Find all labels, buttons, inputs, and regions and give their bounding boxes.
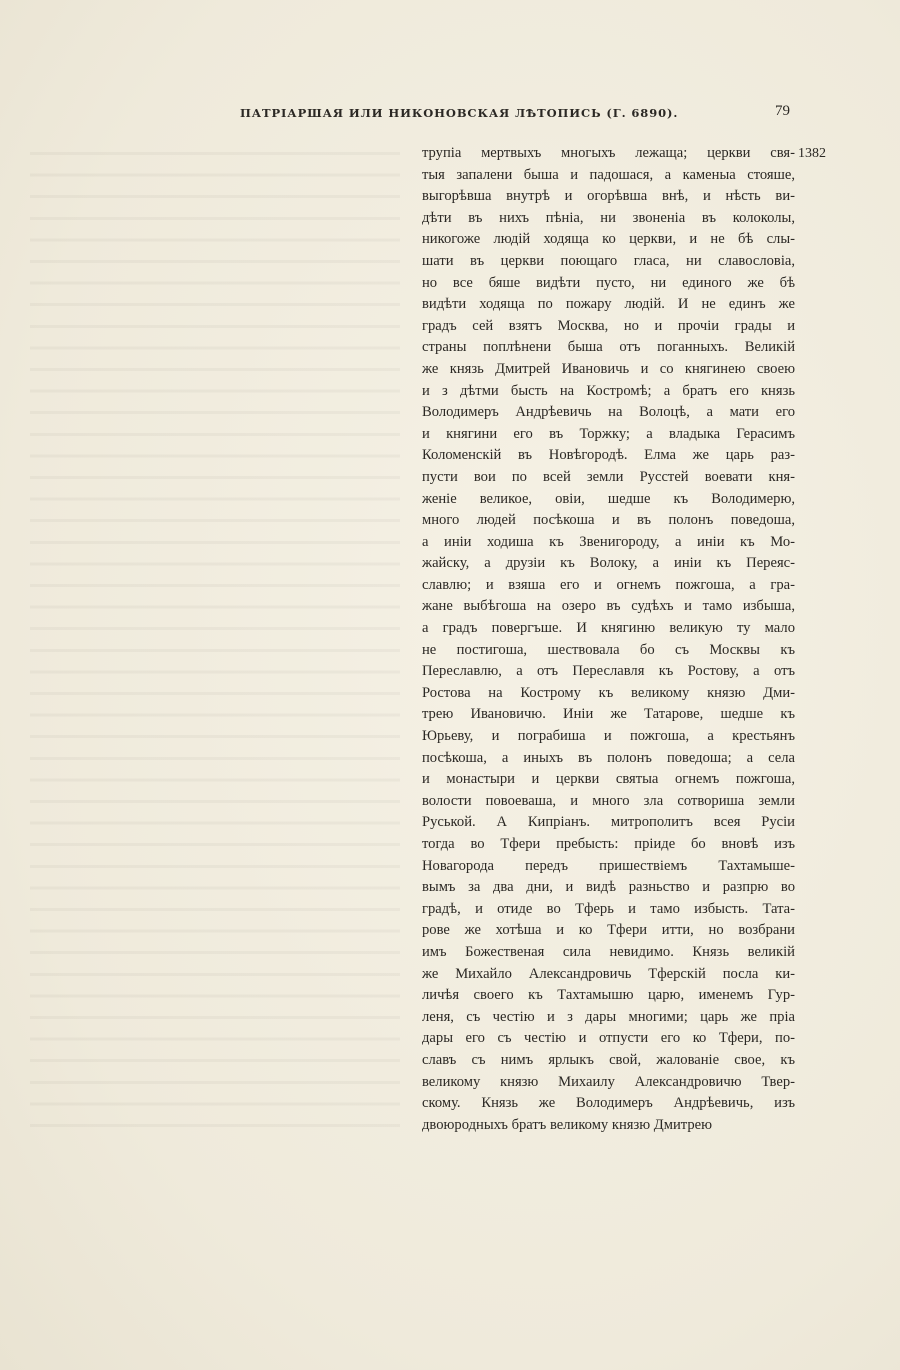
show-through-text: [30, 140, 400, 1140]
text-line: вымъ за два дни, и видѣ разньство и разпрю во: [422, 879, 795, 896]
text-line: но все бяше видѣти пусто, ни единого же бѣ: [422, 274, 795, 291]
text-line: не постигоша, шествовала бо съ Москвы къ: [422, 641, 795, 658]
text-line: леня, съ честію и з дары многими; царь же пріа: [422, 1008, 795, 1025]
text-line: Новагорода передъ пришествіемъ Тахтамыше-: [422, 857, 795, 874]
text-line: женіе великое, овіи, шедше къ Володимерю,: [422, 490, 795, 507]
text-line: страны поплѣнени быша отъ поганныхъ. Великій: [422, 339, 795, 356]
text-line: жане выбѣгоша на озеро въ судѣхъ и тамо избыша,: [422, 598, 795, 615]
text-line: посѣкоша, а иныхъ въ полонъ поведоша; а села: [422, 749, 795, 766]
text-line: волости повоеваша, и много зла сотвориша земли: [422, 792, 795, 809]
text-line: славъ съ нимъ ярлыкъ свой, жалованіе свое, къ: [422, 1051, 795, 1068]
text-line: Руськой. А Кипріанъ. митрополитъ всея Русіи: [422, 814, 795, 831]
running-head: ПАТРІАРШАЯ ИЛИ НИКОНОВСКАЯ ЛѢТОПИСЬ (Г. 6890).: [240, 106, 679, 120]
text-line: а градъ повергъше. И княгиню великую ту мало: [422, 620, 795, 637]
page-header: [240, 104, 795, 124]
text-line: и монастыри и церкви святыа огнемъ пожгоша,: [422, 771, 795, 788]
text-line: выгорѣвша внутрѣ и огорѣвша внѣ, и нѣсть ви-: [422, 188, 795, 205]
text-line: личѣя своего къ Тахтамышю царю, именемъ Гур-: [422, 987, 795, 1004]
text-line: градѣ, и отиде во Тферь и тамо избысть. Тата-: [422, 900, 795, 917]
margin-year-note: 1382: [798, 146, 826, 161]
text-line: пусти вои по всей земли Руcстей воевати кня-: [422, 468, 795, 485]
text-line: Володимеръ Андрѣевичь на Волоцѣ, а мати его: [422, 404, 795, 421]
text-line: и княгини его въ Торжку; а владыка Герасимъ: [422, 425, 795, 442]
text-line: славлю; и взяша его и огнемъ пожгоша, а гра-: [422, 576, 795, 593]
page-number: 79: [775, 103, 790, 119]
text-line: жайску, а друзіи къ Волоку, а иніи къ Переяс-: [422, 555, 795, 572]
text-line: Юрьеву, и пограбиша и пожгоша, а крестьянъ: [422, 728, 795, 745]
text-line: дары его съ честію и отпусти его ко Тфери, по-: [422, 1030, 795, 1047]
text-line: имъ Божественая сила невидимо. Князь великій: [422, 943, 795, 960]
text-line: тыя запалени быша и падошася, а каменыа стояше,: [422, 166, 795, 183]
text-line: двоюродныхъ братъ великому князю Дмитрею: [422, 1116, 713, 1133]
text-line: рове же хотѣша и ко Тфери итти, но возбрани: [422, 922, 795, 939]
text-line: много людей посѣкоша и въ полонъ поведоша,: [422, 512, 795, 529]
text-line: Ростова на Кострому къ великому князю Дми-: [422, 684, 795, 701]
text-line: трупіа мертвыхъ многыхъ лежаща; церкви свя-: [422, 145, 795, 161]
text-line: Переславлю, а отъ Переславля къ Ростову, а отъ: [422, 663, 795, 680]
text-line: градъ сей взятъ Москва, но и прочіи грады и: [422, 317, 795, 334]
text-line: дѣти въ нихъ пѣніа, ни звоненіа въ колоколы,: [422, 209, 795, 226]
text-line: тогда во Тфери пребысть: пріиде бо вновѣ изъ: [422, 836, 795, 852]
text-line: же Михайло Александровичь Тферскій посла ки-: [422, 965, 795, 982]
text-line: великому князю Михаилу Александровичю Твер-: [422, 1073, 795, 1090]
text-line: шати въ церкви поющаго гласа, ни славословіа,: [422, 252, 795, 269]
text-line: скому. Князь же Володимеръ Андрѣевичь, изъ: [422, 1095, 795, 1112]
text-column: [422, 143, 795, 1136]
text-line: никогоже людій ходяща ко церкви, и не бѣ слы-: [422, 231, 795, 248]
text-line: Коломенскій въ Новѣгородѣ. Елма же царь раз-: [422, 447, 795, 464]
text-line: и з дѣтми бысть на Костромѣ; а братъ его князь: [422, 382, 795, 399]
text-line: же князь Дмитрей Ивановичь и со княгинею своею: [422, 360, 795, 377]
text-line: видѣти ходяща по пожару людій. И не единъ же: [422, 296, 795, 313]
text-line: а иніи ходиша къ Звенигороду, а иніи къ Мо-: [422, 533, 795, 550]
text-line: трею Ивановичю. Иніи же Татарове, шедше къ: [422, 706, 795, 723]
